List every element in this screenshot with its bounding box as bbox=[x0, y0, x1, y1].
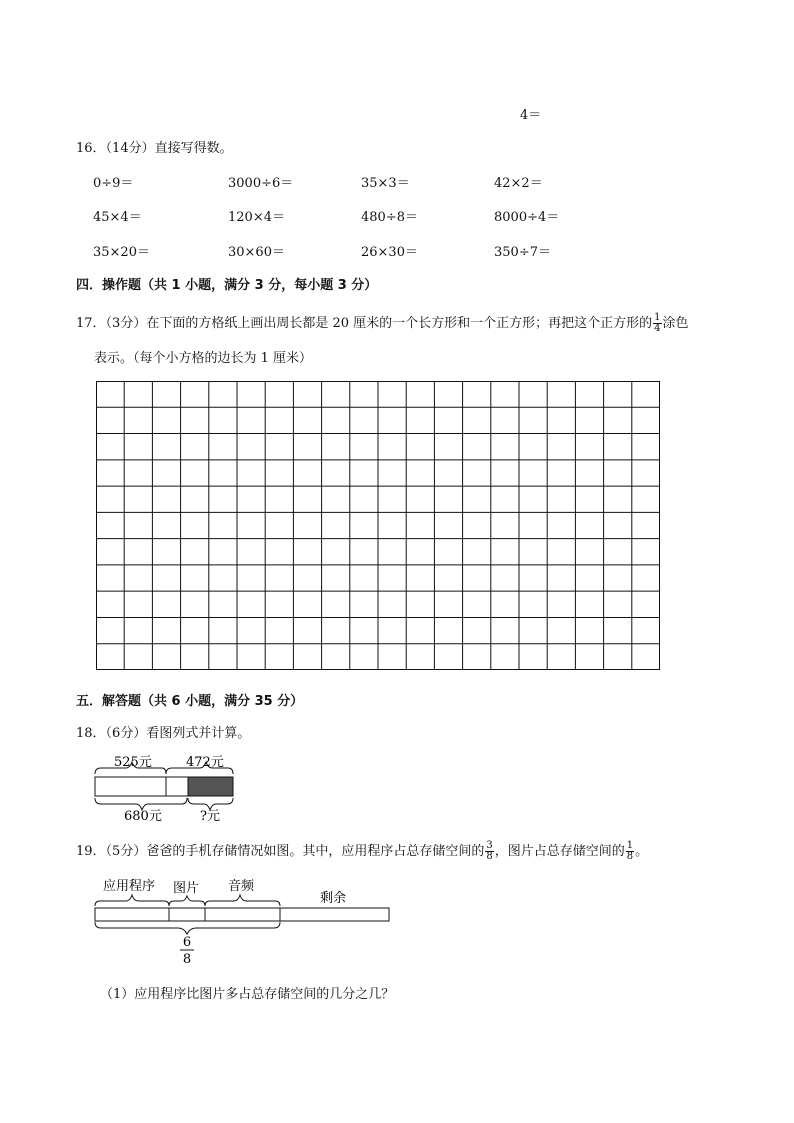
q17-fraction bbox=[653, 313, 661, 334]
q19-frac1-den: 8 bbox=[486, 851, 493, 862]
q19-text-a: 19．（5分）爸爸的手机存储情况如图。其中，应用程序占总存储空间的 bbox=[76, 844, 485, 859]
q17-line1 bbox=[76, 312, 689, 334]
q16-item: 8000÷4＝ bbox=[494, 210, 560, 225]
q16-item: 480÷8＝ bbox=[361, 210, 418, 225]
label-apps: 应用程序 bbox=[103, 879, 156, 894]
q18-text: 18．（6分）看图列式并计算。 bbox=[76, 726, 251, 741]
brace-frac-num: 6 bbox=[182, 935, 192, 950]
q19-sub1: （1）应用程序比图片多占总存储空间的几分之几？ bbox=[100, 987, 395, 1002]
q17-line2: 表示。（每个小方格的边长为 1 厘米） bbox=[94, 351, 313, 366]
q18-diagram bbox=[90, 750, 250, 822]
q16-header: 16．（14分）直接写得数。 bbox=[76, 141, 233, 156]
q19-fraction-pics bbox=[626, 841, 634, 862]
q19-fraction-apps bbox=[485, 841, 493, 862]
label-unknown: ?元 bbox=[200, 809, 220, 822]
unknown-segment bbox=[188, 777, 233, 796]
q17-frac-den: 4 bbox=[654, 323, 661, 334]
q16-item: 35×3＝ bbox=[361, 176, 410, 191]
q19-text-b: ，图片占总存储空间的 bbox=[494, 844, 625, 859]
q19-line1 bbox=[76, 840, 648, 862]
q16-item: 35×20＝ bbox=[93, 245, 150, 260]
q19-frac1-num: 3 bbox=[486, 840, 493, 851]
q19-diagram bbox=[90, 874, 400, 966]
q16-item: 3000÷6＝ bbox=[228, 176, 294, 191]
q19-frac2-den: 8 bbox=[626, 851, 634, 862]
label-audio: 音频 bbox=[228, 879, 255, 894]
q16-item: 120×4＝ bbox=[228, 210, 285, 225]
q16-item: 45×4＝ bbox=[93, 210, 142, 225]
label-pics: 图片 bbox=[173, 881, 200, 896]
label-680: 680元 bbox=[124, 809, 162, 822]
q19-frac2-num: 1 bbox=[626, 840, 634, 851]
q16-item: 26×30＝ bbox=[361, 245, 418, 260]
label-rest: 剩余 bbox=[320, 891, 347, 906]
q16-item: 350÷7＝ bbox=[494, 245, 551, 260]
q17-text-a: 17．（3分）在下面的方格纸上画出周长都是 20 厘米的一个长方形和一个正方形；再把这个正方形的 bbox=[76, 316, 653, 331]
q19-bar bbox=[95, 908, 389, 921]
q16-item: 0÷9＝ bbox=[93, 176, 134, 191]
grid-paper[interactable] bbox=[96, 381, 660, 670]
label-472: 472元 bbox=[186, 755, 224, 770]
section-4-title: 四．操作题（共 1 小题，满分 3 分，每小题 3 分） bbox=[76, 278, 378, 293]
brace-frac-den: 8 bbox=[182, 952, 192, 966]
top-fragment: 4＝ bbox=[520, 108, 542, 123]
q19-text-c: 。 bbox=[635, 844, 649, 859]
q17-text-b: 涂色 bbox=[662, 316, 689, 331]
label-525: 525元 bbox=[114, 755, 152, 770]
q16-item: 30×60＝ bbox=[228, 245, 285, 260]
section-5-title: 五．解答题（共 6 小题，满分 35 分） bbox=[76, 694, 304, 709]
q17-frac-num: 1 bbox=[654, 312, 661, 323]
q16-item: 42×2＝ bbox=[494, 176, 543, 191]
